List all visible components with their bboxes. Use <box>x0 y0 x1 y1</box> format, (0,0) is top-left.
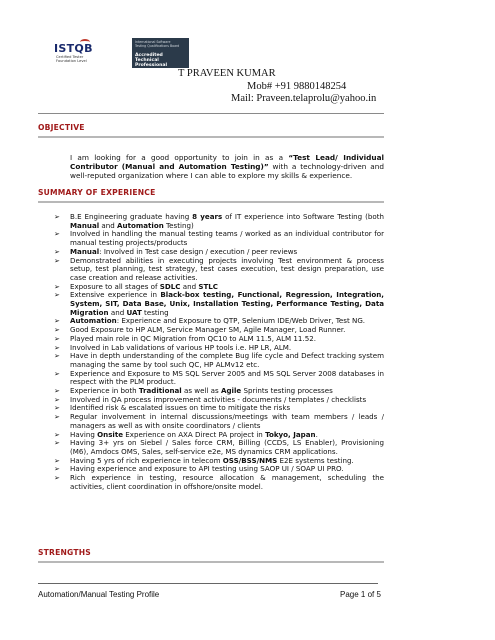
objective-text <box>70 153 384 181</box>
arrow-bullet-icon: ➢ <box>54 230 60 239</box>
arrow-bullet-icon: ➢ <box>54 282 60 291</box>
experience-item <box>54 291 384 317</box>
candidate-name: T PRAVEEN KUMAR <box>178 68 276 79</box>
istqb-tagline-line2: Foundation Level <box>56 59 87 64</box>
arrow-bullet-icon: ➢ <box>54 439 60 448</box>
istqb-tagline-line1: Certified Tester <box>56 55 84 59</box>
objective-underline <box>38 136 384 138</box>
bold-text: Tokyo, Japan <box>265 429 316 439</box>
candidate-mobile: Mob# +91 9880148254 <box>247 81 347 92</box>
text-run: : Experience and Exposure to QTP, Selenium IDE/Web Driver, Test NG. <box>116 316 366 326</box>
arrow-bullet-icon: ➢ <box>54 343 60 352</box>
page-number: Page 1 of 5 <box>340 590 381 599</box>
strengths-heading: STRENGTHS <box>38 548 91 557</box>
experience-item <box>54 257 384 283</box>
arrow-bullet-icon: ➢ <box>54 456 60 465</box>
experience-item <box>54 474 384 491</box>
arrow-bullet-icon: ➢ <box>54 465 60 474</box>
text-run: Sprints testing processes <box>241 386 333 396</box>
summary-underline <box>38 201 384 203</box>
badge-title-line1: Accredited <box>135 53 163 58</box>
arrow-bullet-icon: ➢ <box>54 413 60 422</box>
text-run: Experience in both <box>70 386 139 396</box>
text-run: . <box>315 429 318 439</box>
bold-text: Black-box testing, Functional, Regression, Integration, System, SIT, Data Base, Unix, Installation Testing, Performance Testing, Data Migration <box>70 290 384 317</box>
accreditation-badge <box>132 38 189 68</box>
text-run: I am looking for a good opportunity to join in as a <box>70 153 289 162</box>
text-run: testing <box>141 307 169 317</box>
arrow-bullet-icon: ➢ <box>54 256 60 265</box>
bold-text: 8 years <box>192 212 223 221</box>
bold-text: OSS/BSS/NMS <box>222 455 278 465</box>
arrow-bullet-icon: ➢ <box>54 213 60 221</box>
text-run: Involved in handling the manual testing teams / worked as an individual contributor for manual testing projects/products <box>70 229 384 248</box>
arrow-bullet-icon: ➢ <box>54 474 60 483</box>
bold-text: SDLC <box>159 281 181 291</box>
text-run: Having experience and exposure to API testing using SAOP UI / SOAP UI PRO. <box>70 464 344 474</box>
footer-title: Automation/Manual Testing Profile <box>38 590 160 599</box>
text-run: Involved in QA process improvement activities - documents / templates / checklists <box>70 394 367 404</box>
text-run: Experience and Exposure to MS SQL Server 2005 and MS SQL Server 2008 databases in respect with the PLM product. <box>70 368 384 387</box>
text-run: Having 5 yrs of rich experience in telecom <box>70 455 223 465</box>
arrow-bullet-icon: ➢ <box>54 326 60 335</box>
arrow-bullet-icon: ➢ <box>54 291 60 300</box>
text-run: Extensive experience in <box>70 290 161 300</box>
istqb-wordmark <box>50 38 110 68</box>
arrow-bullet-icon: ➢ <box>54 404 60 413</box>
badge-org-line1: International Software <box>135 40 171 44</box>
arrow-bullet-icon: ➢ <box>54 352 60 361</box>
objective-heading: OBJECTIVE <box>38 123 85 132</box>
text-run: and <box>180 281 199 291</box>
experience-item <box>54 352 384 369</box>
istqb-logo <box>50 38 188 68</box>
bold-text: Manual <box>70 246 100 256</box>
text-run: of IT experience into Software Testing (both <box>222 212 384 221</box>
bold-text: Automation <box>117 220 164 230</box>
text-run: and <box>108 307 127 317</box>
text-run: : Involved in Test case design / execution / peer reviews <box>99 246 298 256</box>
bold-text: Automation <box>70 316 117 326</box>
badge-title <box>135 53 189 69</box>
candidate-email: Mail: Praveen.telaprolu@yahoo.in <box>231 93 377 104</box>
badge-title-line2: Technical Professional <box>135 58 168 69</box>
header-divider <box>38 113 384 114</box>
arrow-bullet-icon: ➢ <box>54 430 60 439</box>
istqb-tagline <box>56 55 87 64</box>
experience-item <box>54 439 384 456</box>
experience-item <box>54 413 384 430</box>
experience-item <box>54 213 384 230</box>
text-run: Regular involvement in internal discussions/meetings with team members / leads / managers as well as with onsite coordinators / clients <box>70 412 384 430</box>
summary-heading: SUMMARY OF EXPERIENCE <box>38 188 156 197</box>
strengths-underline <box>38 561 384 563</box>
arrow-bullet-icon: ➢ <box>54 369 60 378</box>
text-run: Having 3+ yrs on Siebel / Sales force CRM, Billing (CCDS, LS Enabler), Provisioning (M6), Amdocs OMS, Sales, self-service e2e, MS dynamics CRM applications. <box>70 438 384 456</box>
text-run: Good Exposure to HP ALM, Service Manager SM, Agile Manager, Load Runner. <box>70 325 346 335</box>
text-run: Experience on AXA Direct PA project in <box>123 429 266 439</box>
text-run: Identified risk & escalated issues on time to mitigate the risks <box>70 403 291 413</box>
bold-text: Onsite <box>97 429 124 439</box>
text-run: Involved in Lab validations of various HP tools i.e. HP LR, ALM. <box>70 342 292 352</box>
text-run: Exposure to all stages of <box>70 281 160 291</box>
experience-list <box>54 213 384 492</box>
text-run: Demonstrated abilities in executing projects involving Test environment & process setup, test planning, test strategy, test cases execution, test design preparation, use case creation and release activities. <box>70 255 384 282</box>
bold-text: Manual <box>70 220 100 230</box>
bold-text: Traditional <box>138 386 182 396</box>
bold-text: UAT <box>126 307 142 317</box>
istqb-wordmark-text: ISTQB <box>54 42 93 55</box>
text-run: Having <box>70 429 98 439</box>
text-run: as well as <box>181 386 221 396</box>
experience-item <box>54 230 384 247</box>
arrow-bullet-icon: ➢ <box>54 317 60 326</box>
arrow-bullet-icon: ➢ <box>54 395 60 404</box>
text-run: with a technology-driven and well-reputed organization where I can able to explore my skills & experience. <box>70 162 384 181</box>
text-run: and <box>99 220 118 230</box>
arrow-bullet-icon: ➢ <box>54 247 60 256</box>
badge-org <box>135 41 179 48</box>
text-run: Rich experience in testing, resource allocation & management, scheduling the activities, client coordination in offshore/onsite model. <box>70 473 384 491</box>
badge-org-line2: Testing Qualifications Board <box>135 43 180 48</box>
bold-text: “Test Lead/ Individual Contributor (Manual and Automation Testing)” <box>70 153 384 172</box>
experience-item <box>54 370 384 387</box>
bold-text: Agile <box>220 386 242 396</box>
footer-divider <box>38 583 378 584</box>
bold-text: STLC <box>198 281 219 291</box>
arrow-bullet-icon: ➢ <box>54 387 60 396</box>
text-run: Testing) <box>163 220 194 230</box>
text-run: Played main role in QC Migration from QC10 to ALM 11.5, ALM 11.52. <box>70 333 316 343</box>
text-run: E2E systems testing. <box>277 455 354 465</box>
text-run: B.E Engineering graduate having <box>70 212 193 221</box>
arrow-bullet-icon: ➢ <box>54 334 60 343</box>
text-run: Have in depth understanding of the complete Bug life cycle and Defect tracking system managing the same by tool such QC, HP ALMv12 etc. <box>70 351 384 369</box>
